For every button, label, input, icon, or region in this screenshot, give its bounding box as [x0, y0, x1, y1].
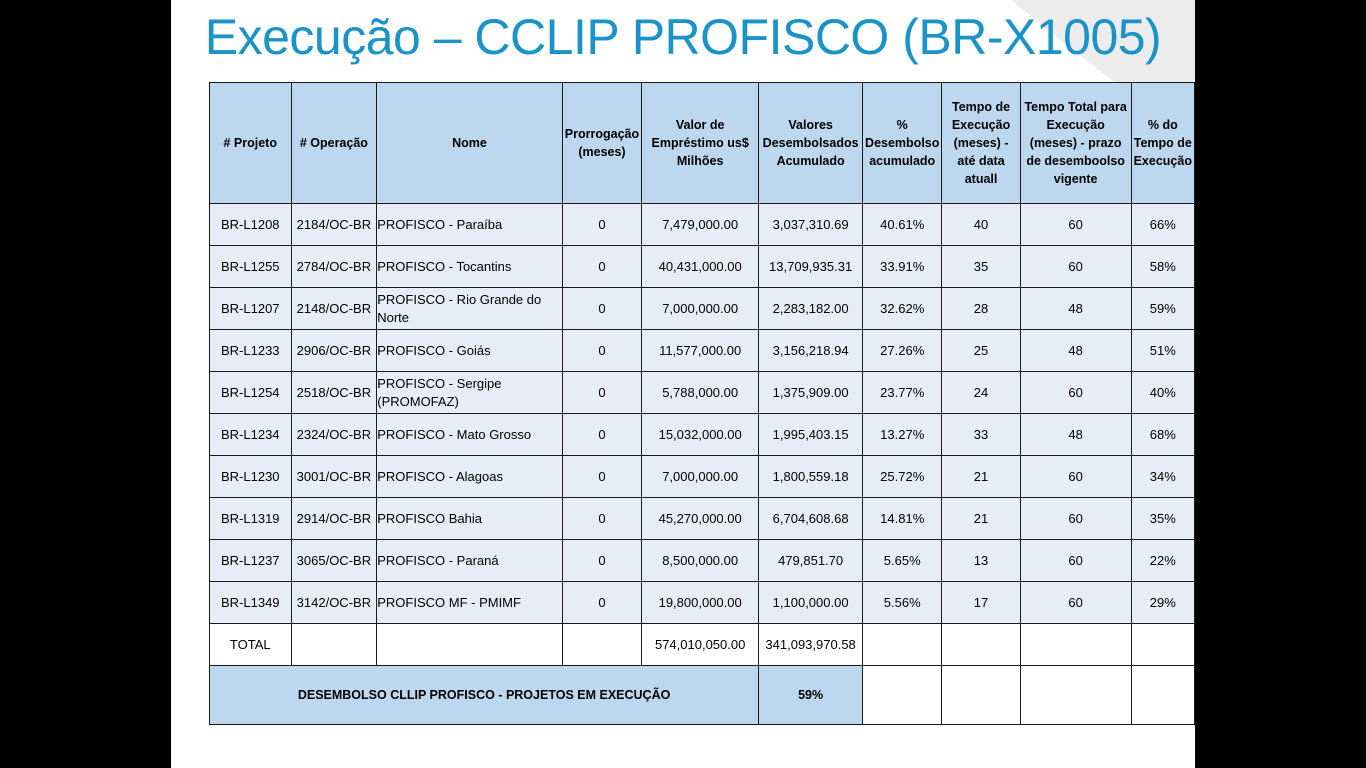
- table-row: [210, 204, 1195, 246]
- col-header-valores-desembolsados: Valores Desembolsados Acumulado: [759, 83, 863, 204]
- cell-valores-desembolsados: 6,704,608.68: [759, 498, 863, 540]
- cell-operacao: 3001/OC-BR: [291, 456, 377, 498]
- cell-valores-desembolsados: 1,100,000.00: [759, 582, 863, 624]
- cell-pct-desembolso: 33.91%: [863, 246, 942, 288]
- cell-tempo-total: 48: [1020, 288, 1131, 330]
- cell-tempo-total: 60: [1020, 582, 1131, 624]
- cell-pct-tempo: 35%: [1131, 498, 1194, 540]
- cell-operacao: 2324/OC-BR: [291, 414, 377, 456]
- summary-value: 59%: [759, 666, 863, 725]
- cell-tempo-total: 60: [1020, 204, 1131, 246]
- cell-prorrogacao: 0: [562, 288, 641, 330]
- cell-valor-emprestimo: 7,479,000.00: [642, 204, 759, 246]
- summary-cell-empty: [1131, 666, 1194, 725]
- col-header-tempo-total: Tempo Total para Execução (meses) - prazo de desemboolso vigente: [1020, 83, 1131, 204]
- cell-projeto: BR-L1349: [210, 582, 292, 624]
- cell-pct-desembolso: 40.61%: [863, 204, 942, 246]
- cell-prorrogacao: 0: [562, 204, 641, 246]
- cell-tempo-execucao: 21: [942, 498, 1020, 540]
- cell-pct-desembolso: 32.62%: [863, 288, 942, 330]
- summary-cell-empty: [863, 666, 942, 725]
- cell-nome: PROFISCO - Rio Grande do Norte: [377, 288, 563, 330]
- cell-operacao: 2906/OC-BR: [291, 330, 377, 372]
- cell-projeto: BR-L1255: [210, 246, 292, 288]
- cell-valor-emprestimo: 8,500,000.00: [642, 540, 759, 582]
- cell-tempo-total: 48: [1020, 330, 1131, 372]
- col-header-pct-desembolso: % Desembolso acumulado: [863, 83, 942, 204]
- cell-valor-emprestimo: 45,270,000.00: [642, 498, 759, 540]
- col-header-tempo-execucao: Tempo de Execução (meses) - até data atuall: [942, 83, 1020, 204]
- cell-pct-desembolso: 23.77%: [863, 372, 942, 414]
- table-row: [210, 330, 1195, 372]
- cell-prorrogacao: 0: [562, 372, 641, 414]
- cell-nome: PROFISCO - Sergipe (PROMOFAZ): [377, 372, 563, 414]
- total-cell-empty: [562, 624, 641, 666]
- cell-tempo-total: 48: [1020, 414, 1131, 456]
- cell-prorrogacao: 0: [562, 246, 641, 288]
- cell-projeto: BR-L1208: [210, 204, 292, 246]
- total-cell-empty: [377, 624, 563, 666]
- cell-pct-tempo: 22%: [1131, 540, 1194, 582]
- cell-projeto: BR-L1233: [210, 330, 292, 372]
- cell-tempo-total: 60: [1020, 498, 1131, 540]
- cell-pct-desembolso: 5.56%: [863, 582, 942, 624]
- cell-tempo-execucao: 35: [942, 246, 1020, 288]
- cell-projeto: BR-L1254: [210, 372, 292, 414]
- cell-valor-emprestimo: 5,788,000.00: [642, 372, 759, 414]
- cell-pct-desembolso: 27.26%: [863, 330, 942, 372]
- cell-operacao: 2148/OC-BR: [291, 288, 377, 330]
- cell-nome: PROFISCO Bahia: [377, 498, 563, 540]
- cell-valores-desembolsados: 1,995,403.15: [759, 414, 863, 456]
- total-cell-empty: [291, 624, 377, 666]
- cell-valor-emprestimo: 19,800,000.00: [642, 582, 759, 624]
- cell-tempo-execucao: 33: [942, 414, 1020, 456]
- cell-valor-emprestimo: 7,000,000.00: [642, 288, 759, 330]
- cell-tempo-execucao: 17: [942, 582, 1020, 624]
- cell-valores-desembolsados: 479,851.70: [759, 540, 863, 582]
- summary-cell-empty: [1020, 666, 1131, 725]
- cell-pct-tempo: 59%: [1131, 288, 1194, 330]
- cell-pct-tempo: 34%: [1131, 456, 1194, 498]
- table-row: [210, 288, 1195, 330]
- cell-projeto: BR-L1207: [210, 288, 292, 330]
- cell-valores-desembolsados: 2,283,182.00: [759, 288, 863, 330]
- cell-operacao: 2914/OC-BR: [291, 498, 377, 540]
- total-cell-empty: [942, 624, 1020, 666]
- col-header-valor-emprestimo: Valor de Empréstimo us$ Milhões: [642, 83, 759, 204]
- cell-valor-emprestimo: 7,000,000.00: [642, 456, 759, 498]
- cell-operacao: 2518/OC-BR: [291, 372, 377, 414]
- table-row: [210, 540, 1195, 582]
- col-header-operacao: # Operação: [291, 83, 377, 204]
- table-row: [210, 246, 1195, 288]
- cell-nome: PROFISCO MF - PMIMF: [377, 582, 563, 624]
- table-row: [210, 372, 1195, 414]
- cell-projeto: BR-L1234: [210, 414, 292, 456]
- cell-tempo-total: 60: [1020, 246, 1131, 288]
- cell-pct-tempo: 29%: [1131, 582, 1194, 624]
- col-header-projeto: # Projeto: [210, 83, 292, 204]
- cell-pct-tempo: 51%: [1131, 330, 1194, 372]
- cell-pct-desembolso: 14.81%: [863, 498, 942, 540]
- table-body: [210, 204, 1195, 624]
- cell-valores-desembolsados: 1,800,559.18: [759, 456, 863, 498]
- cell-prorrogacao: 0: [562, 456, 641, 498]
- summary-label: DESEMBOLSO CLLIP PROFISCO - PROJETOS EM EXECUÇÃO: [210, 666, 759, 725]
- table-row: [210, 456, 1195, 498]
- cell-tempo-total: 60: [1020, 456, 1131, 498]
- cell-operacao: 3142/OC-BR: [291, 582, 377, 624]
- cell-prorrogacao: 0: [562, 582, 641, 624]
- slide: [171, 0, 1195, 768]
- table-row: [210, 414, 1195, 456]
- cell-prorrogacao: 0: [562, 414, 641, 456]
- slide-title: Execução – CCLIP PROFISCO (BR-X1005): [204, 9, 1162, 65]
- cell-projeto: BR-L1319: [210, 498, 292, 540]
- cell-valores-desembolsados: 1,375,909.00: [759, 372, 863, 414]
- total-valor-emprestimo: 574,010,050.00: [642, 624, 759, 666]
- col-header-nome: Nome: [377, 83, 563, 204]
- cell-valor-emprestimo: 15,032,000.00: [642, 414, 759, 456]
- cell-tempo-execucao: 40: [942, 204, 1020, 246]
- cell-pct-tempo: 58%: [1131, 246, 1194, 288]
- total-row: [210, 624, 1195, 666]
- cell-valor-emprestimo: 11,577,000.00: [642, 330, 759, 372]
- col-header-pct-tempo: % do Tempo de Execução: [1131, 83, 1194, 204]
- col-header-prorrogacao: Prorrogação (meses): [562, 83, 641, 204]
- summary-cell-empty: [942, 666, 1020, 725]
- total-cell-empty: [863, 624, 942, 666]
- cell-valores-desembolsados: 3,037,310.69: [759, 204, 863, 246]
- table-header-row: [210, 83, 1195, 204]
- cell-tempo-total: 60: [1020, 372, 1131, 414]
- cell-nome: PROFISCO - Paraná: [377, 540, 563, 582]
- cell-tempo-execucao: 24: [942, 372, 1020, 414]
- cell-pct-tempo: 68%: [1131, 414, 1194, 456]
- cell-projeto: BR-L1237: [210, 540, 292, 582]
- cell-prorrogacao: 0: [562, 540, 641, 582]
- cell-nome: PROFISCO - Mato Grosso: [377, 414, 563, 456]
- cell-tempo-execucao: 25: [942, 330, 1020, 372]
- cell-pct-tempo: 66%: [1131, 204, 1194, 246]
- summary-row: [210, 666, 1195, 725]
- total-label: TOTAL: [210, 624, 292, 666]
- cell-nome: PROFISCO - Alagoas: [377, 456, 563, 498]
- cell-pct-desembolso: 5.65%: [863, 540, 942, 582]
- cell-pct-tempo: 40%: [1131, 372, 1194, 414]
- cell-operacao: 3065/OC-BR: [291, 540, 377, 582]
- table-row: [210, 498, 1195, 540]
- cell-projeto: BR-L1230: [210, 456, 292, 498]
- cell-tempo-total: 60: [1020, 540, 1131, 582]
- cell-prorrogacao: 0: [562, 330, 641, 372]
- cell-prorrogacao: 0: [562, 498, 641, 540]
- cell-pct-desembolso: 13.27%: [863, 414, 942, 456]
- cell-tempo-execucao: 28: [942, 288, 1020, 330]
- table-row: [210, 582, 1195, 624]
- cell-nome: PROFISCO - Tocantins: [377, 246, 563, 288]
- cell-valores-desembolsados: 13,709,935.31: [759, 246, 863, 288]
- cell-valor-emprestimo: 40,431,000.00: [642, 246, 759, 288]
- cell-operacao: 2784/OC-BR: [291, 246, 377, 288]
- cell-tempo-execucao: 21: [942, 456, 1020, 498]
- total-cell-empty: [1020, 624, 1131, 666]
- cell-pct-desembolso: 25.72%: [863, 456, 942, 498]
- total-cell-empty: [1131, 624, 1194, 666]
- cell-operacao: 2184/OC-BR: [291, 204, 377, 246]
- cell-nome: PROFISCO - Paraíba: [377, 204, 563, 246]
- cell-valores-desembolsados: 3,156,218.94: [759, 330, 863, 372]
- execution-table: [209, 82, 1195, 725]
- total-valores-desembolsados: 341,093,970.58: [759, 624, 863, 666]
- cell-nome: PROFISCO - Goiás: [377, 330, 563, 372]
- cell-tempo-execucao: 13: [942, 540, 1020, 582]
